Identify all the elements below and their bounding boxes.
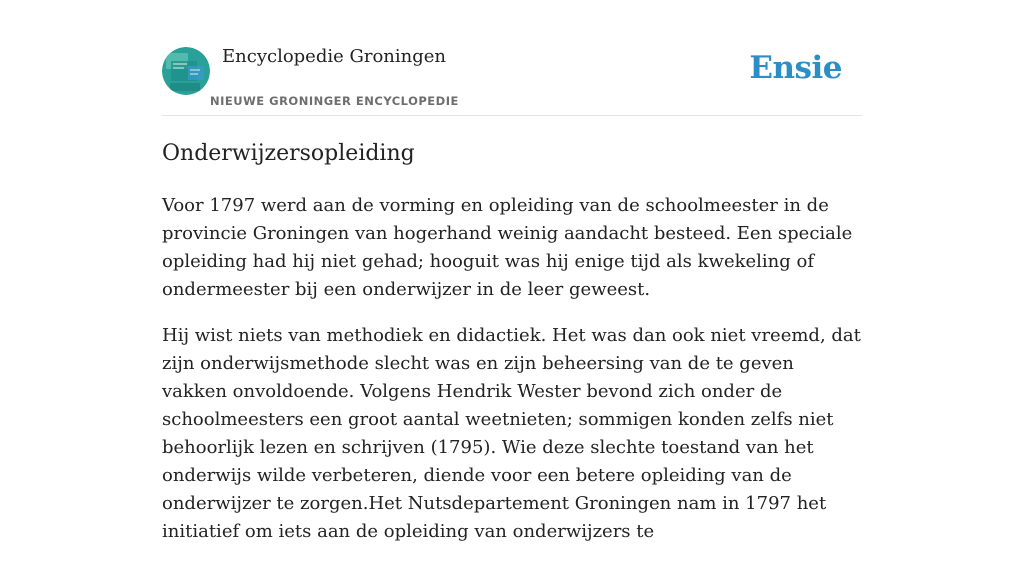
site-header [162,46,862,116]
encyclopedie-groningen-logo-icon[interactable] [162,47,210,95]
article-paragraph: Voor 1797 werd aan de vorming en opleiding van de schoolmeester in de provincie Groningen van hogerhand weinig aandacht besteed. Een speciale opleiding had hij niet gehad; hooguit was hij enige tijd als kwekeling of ondermeester bij een onderwijzer in de leer geweest. [162,195,853,300]
site-subtitle: NIEUWE GRONINGER ENCYCLOPEDIE [210,94,459,108]
article-paragraph: Hij wist niets van methodiek en didactiek. Het was dan ook niet vreemd, dat zijn onderwijsmethode slecht was en zijn beheersing van de te geven vakken onvoldoende. Volgens Hendrik Wester bevond zich onder de schoolmeesters een groot aantal weetnieten; sommigen konden zelfs niet behoorlijk lezen en schrijven (1795). Wie deze slechte toestand van het onderwijs wilde verbeteren, diende voor een betere opleiding van de onderwijzer te zorgen.Het Nutsdepartement Groningen nam in 1797 het initiatief om iets aan de opleiding van onderwijzers te [162,325,861,542]
article-body [162,192,862,564]
page-title: Onderwijzersopleiding [162,141,415,166]
ensie-logo-link[interactable]: Ensie [749,50,842,86]
site-title[interactable]: Encyclopedie Groningen [222,46,447,67]
